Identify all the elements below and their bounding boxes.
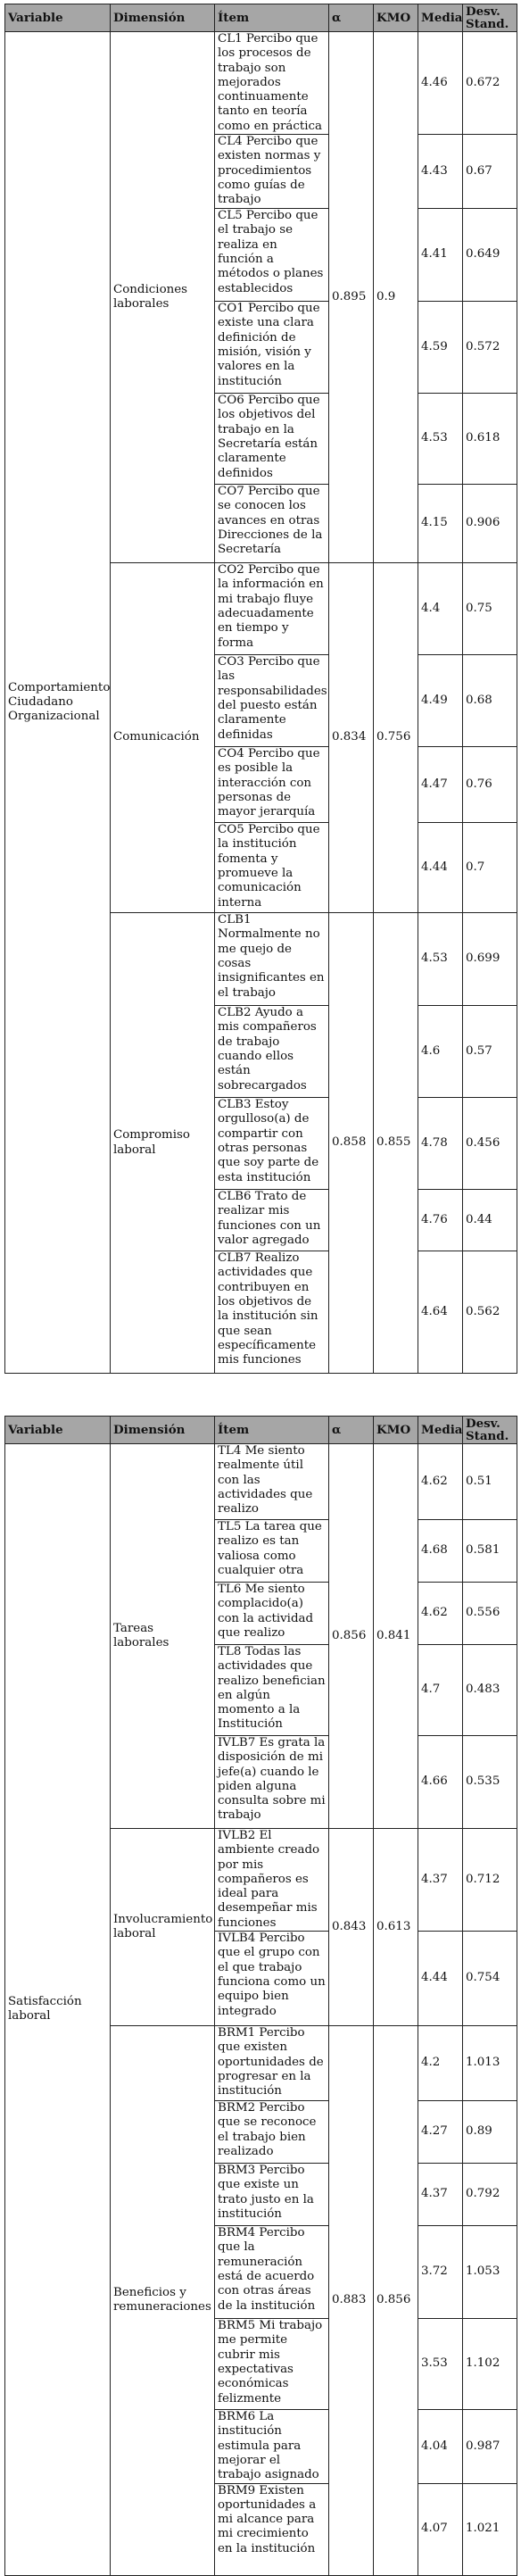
sd-cell: 0.618 — [463, 394, 517, 485]
item-cell: TL8 Todas las actividades que realizo benefician en algún momento a la Institución — [215, 1645, 329, 1736]
dimension-cell: Beneficios y remuneraciones — [111, 2026, 215, 2575]
mean-cell: 4.15 — [418, 485, 463, 563]
item-cell: IVLB7 Es grata la disposición de mi jefe(a) cuando le piden alguna consulta sobre mi trabajo — [215, 1736, 329, 1829]
item-cell: BRM5 Mi trabajo me permite cubrir mis expectativas económicas felizmente — [215, 2319, 329, 2410]
item-cell: TL6 Me siento complacido(a) con la actividad que realizo — [215, 1583, 329, 1645]
sd-cell: 0.712 — [463, 1829, 517, 1932]
sd-cell: 0.456 — [463, 1098, 517, 1190]
mean-cell: 4.41 — [418, 209, 463, 302]
item-cell: CL1 Percibo que los procesos de trabajo son mejorados continuamente tanto en teoría como en práctica — [215, 32, 329, 135]
header-row — [5, 1417, 517, 1444]
item-cell: CO3 Percibo que las responsabilidades del puesto están claramente definidas — [215, 655, 329, 747]
item-cell: CLB6 Trato de realizar mis funciones con un valor agregado — [215, 1190, 329, 1251]
item-cell: CO1 Percibo que existe una clara definición de misión, visión y valores en la institución — [215, 302, 329, 394]
header-mean: Media — [418, 1417, 463, 1444]
item-cell: CO2 Percibo que la información en mi trabajo fluye adecuadamente en tiempo y forma — [215, 563, 329, 655]
item-cell: CLB1 Normalmente no me quejo de cosas insignificantes en el trabajo — [215, 913, 329, 1006]
mean-cell: 4.04 — [418, 2410, 463, 2483]
mean-cell: 4.78 — [418, 1098, 463, 1190]
kmo-cell: 0.756 — [374, 563, 418, 913]
mean-cell: 4.07 — [418, 2483, 463, 2575]
alpha-cell: 0.895 — [329, 32, 374, 563]
kmo-cell: 0.841 — [374, 1444, 418, 1829]
mean-cell: 3.72 — [418, 2226, 463, 2319]
dimension-cell: Comunicación — [111, 563, 215, 913]
header-row — [5, 4, 517, 32]
sd-cell: 0.754 — [463, 1932, 517, 2026]
header-dimension: Dimensión — [111, 1417, 215, 1444]
alpha-cell: 0.858 — [329, 913, 374, 1374]
sd-cell: 0.51 — [463, 1444, 517, 1520]
mean-cell: 4.7 — [418, 1645, 463, 1736]
mean-cell: 4.76 — [418, 1190, 463, 1251]
header-variable: Variable — [5, 1417, 111, 1444]
sd-cell: 0.672 — [463, 32, 517, 135]
header-dimension: Dimensión — [111, 4, 215, 32]
mean-cell: 4.64 — [418, 1251, 463, 1374]
item-cell: CO4 Percibo que es posible la interacción con personas de mayor jerarquía — [215, 747, 329, 823]
mean-cell: 4.46 — [418, 32, 463, 135]
table-satisfaccion — [4, 1416, 517, 2576]
header-mean: Media — [418, 4, 463, 32]
item-cell: BRM9 Existen oportunidades a mi alcance para mi crecimiento en la institución — [215, 2483, 329, 2575]
item-cell: BRM4 Percibo que la remuneración está de acuerdo con otras áreas de la institución — [215, 2226, 329, 2319]
sd-cell: 0.562 — [463, 1251, 517, 1374]
alpha-cell: 0.834 — [329, 563, 374, 913]
item-cell: CL4 Percibo que existen normas y procedimientos como guías de trabajo — [215, 135, 329, 209]
item-cell: BRM2 Percibo que se reconoce el trabajo bien realizado — [215, 2101, 329, 2164]
item-cell: IVLB4 Percibo que el grupo con el que trabajo funciona como un equipo bien integrado — [215, 1932, 329, 2026]
mean-cell: 4.37 — [418, 2164, 463, 2226]
mean-cell: 4.49 — [418, 655, 463, 747]
kmo-cell: 0.9 — [374, 32, 418, 563]
sd-cell: 0.75 — [463, 563, 517, 655]
sd-cell: 0.906 — [463, 485, 517, 563]
sd-cell: 0.7 — [463, 823, 517, 913]
sd-cell: 0.649 — [463, 209, 517, 302]
alpha-cell: 0.883 — [329, 2026, 374, 2575]
sd-cell: 0.483 — [463, 1645, 517, 1736]
dimension-cell: Condiciones laborales — [111, 32, 215, 563]
variable-cell: Comportamiento Ciudadano Organizacional — [5, 32, 111, 1374]
item-cell: CO7 Percibo que se conocen los avances en otras Direcciones de la Secretaría — [215, 485, 329, 563]
mean-cell: 4.37 — [418, 1829, 463, 1932]
mean-cell: 4.44 — [418, 823, 463, 913]
mean-cell: 4.53 — [418, 394, 463, 485]
dimension-cell: Tareas laborales — [111, 1444, 215, 1829]
item-cell: CL5 Percibo que el trabajo se realiza en función a métodos o planes establecidos — [215, 209, 329, 302]
mean-cell: 4.6 — [418, 1006, 463, 1098]
item-cell: BRM6 La institución estimula para mejorar el trabajo asignado — [215, 2410, 329, 2483]
mean-cell: 4.53 — [418, 913, 463, 1006]
sd-cell: 1.102 — [463, 2319, 517, 2410]
table-row — [5, 32, 517, 135]
item-cell: TL4 Me siento realmente útil con las actividades que realizo — [215, 1444, 329, 1520]
sd-cell: 0.67 — [463, 135, 517, 209]
header-sd: Desv. Stand. — [463, 4, 517, 32]
table-row — [5, 1444, 517, 1520]
sd-cell: 0.57 — [463, 1006, 517, 1098]
table-ccO — [4, 4, 517, 1374]
dimension-cell: Compromiso laboral — [111, 913, 215, 1374]
sd-cell: 0.572 — [463, 302, 517, 394]
header-sd: Desv. Stand. — [463, 1417, 517, 1444]
kmo-cell: 0.856 — [374, 2026, 418, 2575]
mean-cell: 4.62 — [418, 1444, 463, 1520]
header-item: Ítem — [215, 1417, 329, 1444]
header-kmo: KMO — [374, 1417, 418, 1444]
item-cell: CLB3 Estoy orgulloso(a) de compartir con otras personas que soy parte de esta institución — [215, 1098, 329, 1190]
sd-cell: 0.535 — [463, 1736, 517, 1829]
header-alpha: α — [329, 4, 374, 32]
document-page — [4, 4, 517, 2569]
mean-cell: 3.53 — [418, 2319, 463, 2410]
mean-cell: 4.47 — [418, 747, 463, 823]
mean-cell: 4.68 — [418, 1520, 463, 1583]
mean-cell: 4.44 — [418, 1932, 463, 2026]
sd-cell: 0.89 — [463, 2101, 517, 2164]
sd-cell: 0.68 — [463, 655, 517, 747]
sd-cell: 0.699 — [463, 913, 517, 1006]
header-item: Ítem — [215, 4, 329, 32]
mean-cell: 4.62 — [418, 1583, 463, 1645]
mean-cell: 4.66 — [418, 1736, 463, 1829]
variable-cell: Satisfacción laboral — [5, 1444, 111, 2576]
item-cell: TL5 La tarea que realizo es tan valiosa como cualquier otra — [215, 1520, 329, 1583]
mean-cell: 4.59 — [418, 302, 463, 394]
sd-cell: 0.581 — [463, 1520, 517, 1583]
item-cell: IVLB2 El ambiente creado por mis compañeros es ideal para desempeñar mis funciones — [215, 1829, 329, 1932]
item-cell: CO5 Percibo que la institución fomenta y promueve la comunicación interna — [215, 823, 329, 913]
header-variable: Variable — [5, 4, 111, 32]
sd-cell: 0.792 — [463, 2164, 517, 2226]
kmo-cell: 0.855 — [374, 913, 418, 1374]
item-cell: CLB7 Realizo actividades que contribuyen en los objetivos de la institución sin que sean específicamente mis funciones — [215, 1251, 329, 1374]
mean-cell: 4.4 — [418, 563, 463, 655]
alpha-cell: 0.843 — [329, 1829, 374, 2026]
item-cell: BRM3 Percibo que existe un trato justo en la institución — [215, 2164, 329, 2226]
mean-cell: 4.2 — [418, 2026, 463, 2101]
sd-cell: 0.44 — [463, 1190, 517, 1251]
item-cell: CO6 Percibo que los objetivos del trabajo en la Secretaría están claramente definidos — [215, 394, 329, 485]
sd-cell: 1.013 — [463, 2026, 517, 2101]
item-cell: BRM1 Percibo que existen oportunidades de progresar en la institución — [215, 2026, 329, 2101]
header-alpha: α — [329, 1417, 374, 1444]
sd-cell: 0.987 — [463, 2410, 517, 2483]
dimension-cell: Involucramiento laboral — [111, 1829, 215, 2026]
alpha-cell: 0.856 — [329, 1444, 374, 1829]
item-cell: CLB2 Ayudo a mis compañeros de trabajo cuando ellos están sobrecargados — [215, 1006, 329, 1098]
sd-cell: 1.053 — [463, 2226, 517, 2319]
mean-cell: 4.43 — [418, 135, 463, 209]
sd-cell: 1.021 — [463, 2483, 517, 2575]
header-kmo: KMO — [374, 4, 418, 32]
sd-cell: 0.556 — [463, 1583, 517, 1645]
mean-cell: 4.27 — [418, 2101, 463, 2164]
kmo-cell: 0.613 — [374, 1829, 418, 2026]
sd-cell: 0.76 — [463, 747, 517, 823]
